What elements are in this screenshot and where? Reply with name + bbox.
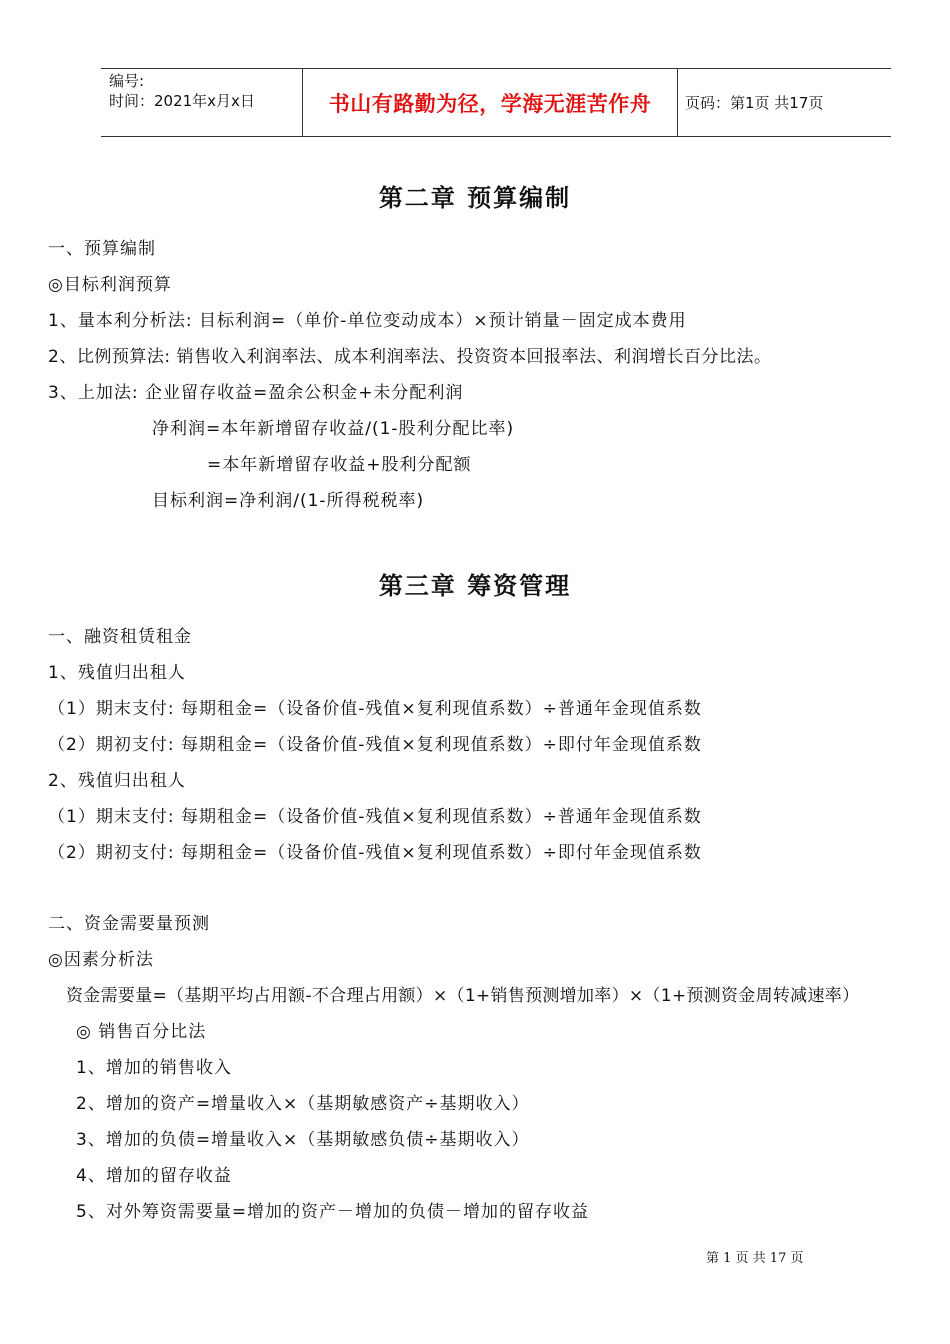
formula-line: 资金需要量=（基期平均占用额-不合理占用额）×（1+销售预测增加率）×（1+预测资金周转减速率） <box>66 986 860 1006</box>
formula-line: 3、增加的负债=增量收入×（基期敏感负债÷基期收入） <box>76 1130 530 1150</box>
formula-line: 2、增加的资产=增量收入×（基期敏感资产÷基期收入） <box>76 1094 530 1114</box>
formula-line: 1、量本利分析法: 目标利润=（单价-单位变动成本）×预计销量－固定成本费用 <box>48 311 687 331</box>
formula-line: =本年新增留存收益+股利分配额 <box>207 455 472 475</box>
chapter2-title: 第二章 预算编制 <box>378 183 572 212</box>
formula-line: （2）期初支付: 每期租金=（设备价值-残值×复利现值系数）÷即付年金现值系数 <box>48 735 702 755</box>
text-line: 2、比例预算法: 销售收入利润率法、成本利润率法、投资资本回报率法、利润增长百分比法。 <box>48 347 772 367</box>
formula-line: （1）期末支付: 每期租金=（设备价值-残值×复利现值系数）÷普通年金现值系数 <box>48 807 702 827</box>
subsection-heading: ◎因素分析法 <box>48 950 154 970</box>
section-heading: 一、融资租赁租金 <box>48 627 192 647</box>
formula-line: 3、上加法: 企业留存收益=盈余公积金+未分配利润 <box>48 383 464 403</box>
page-footer: 第 1 页 共 17 页 <box>706 1251 804 1266</box>
header-motto: 书山有路勤为径，学海无涯苦作舟 <box>328 91 652 116</box>
subsection-heading: 2、残值归出租人 <box>48 771 186 791</box>
formula-line: （1）期末支付: 每期租金=（设备价值-残值×复利现值系数）÷普通年金现值系数 <box>48 699 702 719</box>
subsection-heading: ◎目标利润预算 <box>48 275 172 295</box>
formula-line: （2）期初支付: 每期租金=（设备价值-残值×复利现值系数）÷即付年金现值系数 <box>48 843 702 863</box>
chapter3-title: 第三章 筹资管理 <box>378 571 572 600</box>
section-heading: 二、资金需要量预测 <box>48 914 210 934</box>
section-heading: 一、预算编制 <box>48 239 156 259</box>
formula-line: 目标利润=净利润/(1-所得税税率) <box>152 491 425 511</box>
header-meta <box>109 71 301 111</box>
number-label: 编号: <box>109 72 145 90</box>
time-label: 时间：2021年x月x日 <box>109 92 255 110</box>
header-divider <box>677 69 678 136</box>
header-page-info: 页码：第1页 共17页 <box>685 94 824 112</box>
subsection-heading: ◎ 销售百分比法 <box>76 1022 207 1042</box>
subsection-heading: 1、残值归出租人 <box>48 663 186 683</box>
text-line: 1、增加的销售收入 <box>76 1058 232 1078</box>
text-line: 4、增加的留存收益 <box>76 1166 232 1186</box>
formula-line: 净利润=本年新增留存收益/(1-股利分配比率) <box>152 419 515 439</box>
formula-line: 5、对外筹资需要量=增加的资产－增加的负债－增加的留存收益 <box>76 1202 590 1222</box>
document-header <box>101 68 891 137</box>
